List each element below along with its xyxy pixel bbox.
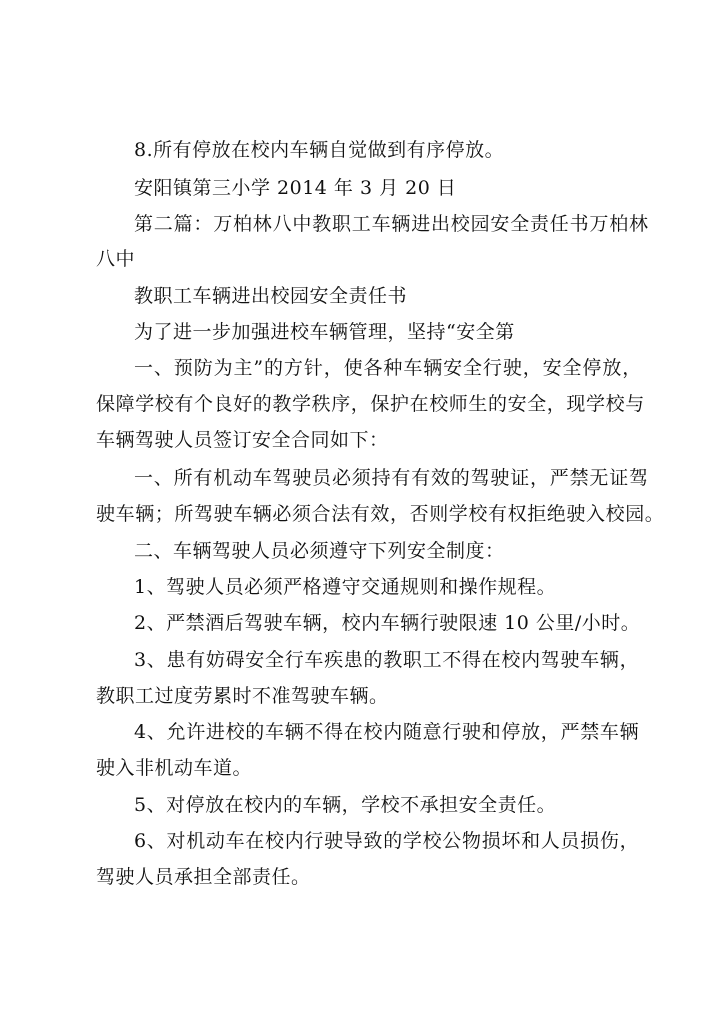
section-title-line: 第二篇：万柏林八中教职工车辆进出校园安全责任书万柏林 bbox=[134, 213, 649, 235]
list-item-continuation: 教职工过度劳累时不准驾驶车辆。 bbox=[96, 685, 389, 707]
list-item-continuation: 驶入非机动车道。 bbox=[96, 757, 253, 779]
paragraph-line: 驶车辆；所驾驶车辆必须合法有效，否则学校有权拒绝驶入校园。 bbox=[96, 503, 665, 525]
paragraph-line: 保障学校有个良好的教学秩序，保护在校师生的安全，现学校与 bbox=[96, 393, 645, 415]
paragraph-line: 二、车辆驾驶人员必须遵守下列安全制度： bbox=[134, 540, 505, 562]
paragraph-line: 一、所有机动车驾驶员必须持有有效的驾驶证，严禁无证驾 bbox=[134, 467, 649, 489]
list-item: 1、驾驶人员必须严格遵守交通规则和操作规程。 bbox=[134, 576, 557, 598]
paragraph-line: 8.所有停放在校内车辆自觉做到有序停放。 bbox=[134, 139, 505, 161]
list-item: 2、严禁酒后驾驶车辆，校内车辆行驶限速 10 公里/小时。 bbox=[134, 612, 641, 634]
list-item: 3、患有妨碍安全行车疾患的教职工不得在校内驾驶车辆， bbox=[134, 649, 640, 671]
paragraph-line: 车辆驾驶人员签订安全合同如下： bbox=[96, 429, 389, 451]
document-title: 教职工车辆进出校园安全责任书 bbox=[134, 285, 408, 307]
list-item: 4、允许进校的车辆不得在校内随意行驶和停放，严禁车辆 bbox=[134, 721, 640, 743]
paragraph-line: 安阳镇第三小学 2014 年 3 月 20 日 bbox=[134, 177, 457, 199]
list-item-continuation: 驾驶人员承担全部责任。 bbox=[96, 866, 311, 888]
list-item: 6、对机动车在校内行驶导致的学校公物损坏和人员损伤， bbox=[134, 830, 640, 852]
section-title-line: 八中 bbox=[96, 248, 136, 270]
paragraph-line: 为了进一步加强进校车辆管理，坚持“安全第 bbox=[134, 321, 515, 343]
list-item: 5、对停放在校内的车辆，学校不承担安全责任。 bbox=[134, 794, 557, 816]
paragraph-line: 一、预防为主”的方针，使各种车辆安全行驶，安全停放， bbox=[134, 357, 643, 379]
